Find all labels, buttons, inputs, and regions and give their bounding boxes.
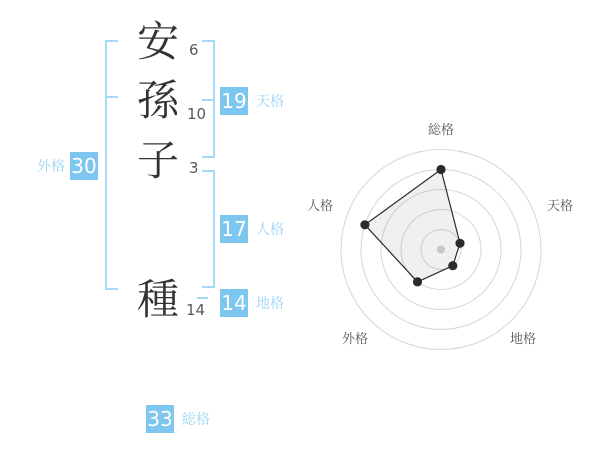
radar-data-point-3 [413,277,422,286]
stroke-count-1: 6 [189,41,199,59]
radar-center-dot [437,246,445,254]
name-character-2: 孫 [136,76,180,125]
tenkaku-row [220,87,284,115]
jinkaku-bracket-tick-bottom [202,286,213,288]
gaikaku-bracket-tick-bottom [105,288,118,290]
gaikaku-bracket-tick-top [105,40,118,42]
chikaku-row [220,289,284,317]
radar-data-point-0 [436,165,445,174]
radar-axis-label-4: 人格 [306,199,334,214]
soukaku-value-badge: 33 [147,407,173,431]
jinkaku-value-badge: 17 [221,217,247,241]
soukaku-label: 総格 [182,412,210,428]
tenkaku-bracket-tick-mid [202,99,213,101]
tenkaku-bracket-tick-bottom [202,156,213,158]
name-character-3: 子 [136,136,180,185]
name-character-4: 種 [136,275,180,324]
gaikaku-label: 外格 [37,159,65,175]
stroke-count-2: 10 [187,105,207,123]
radar-axis-label-1: 天格 [546,199,574,214]
soukaku-row [146,405,210,433]
gaikaku-value-badge: 30 [71,154,97,178]
tenkaku-value-badge: 19 [221,89,247,113]
jinkaku-label: 人格 [256,222,284,238]
stroke-count-3: 3 [189,159,199,177]
jinkaku-row [220,215,284,243]
chikaku-value-badge: 14 [221,291,247,315]
stroke-count-4: 14 [186,301,206,319]
radar-data-point-1 [455,239,464,248]
gaikaku-bracket-tick-mid [105,96,118,98]
chikaku-label: 地格 [256,296,284,312]
radar-data-point-4 [360,220,369,229]
tenkaku-bracket-line [213,40,215,158]
gaikaku-row [37,152,98,180]
tenkaku-bracket-tick-top [202,40,213,42]
jinkaku-bracket-tick-top [202,170,213,172]
tenkaku-label: 天格 [256,94,284,110]
radar-axis-label-2: 地格 [509,332,537,347]
radar-axis-label-3: 外格 [341,332,369,347]
radar-data-point-2 [448,261,457,270]
radar-chart [300,108,600,370]
radar-data-polygon [365,170,460,282]
name-character-1: 安 [136,17,180,66]
chikaku-tick [197,297,208,299]
gaikaku-bracket-line [105,40,107,290]
jinkaku-bracket-line [213,170,215,288]
radar-axis-label-0: 総格 [427,123,455,138]
